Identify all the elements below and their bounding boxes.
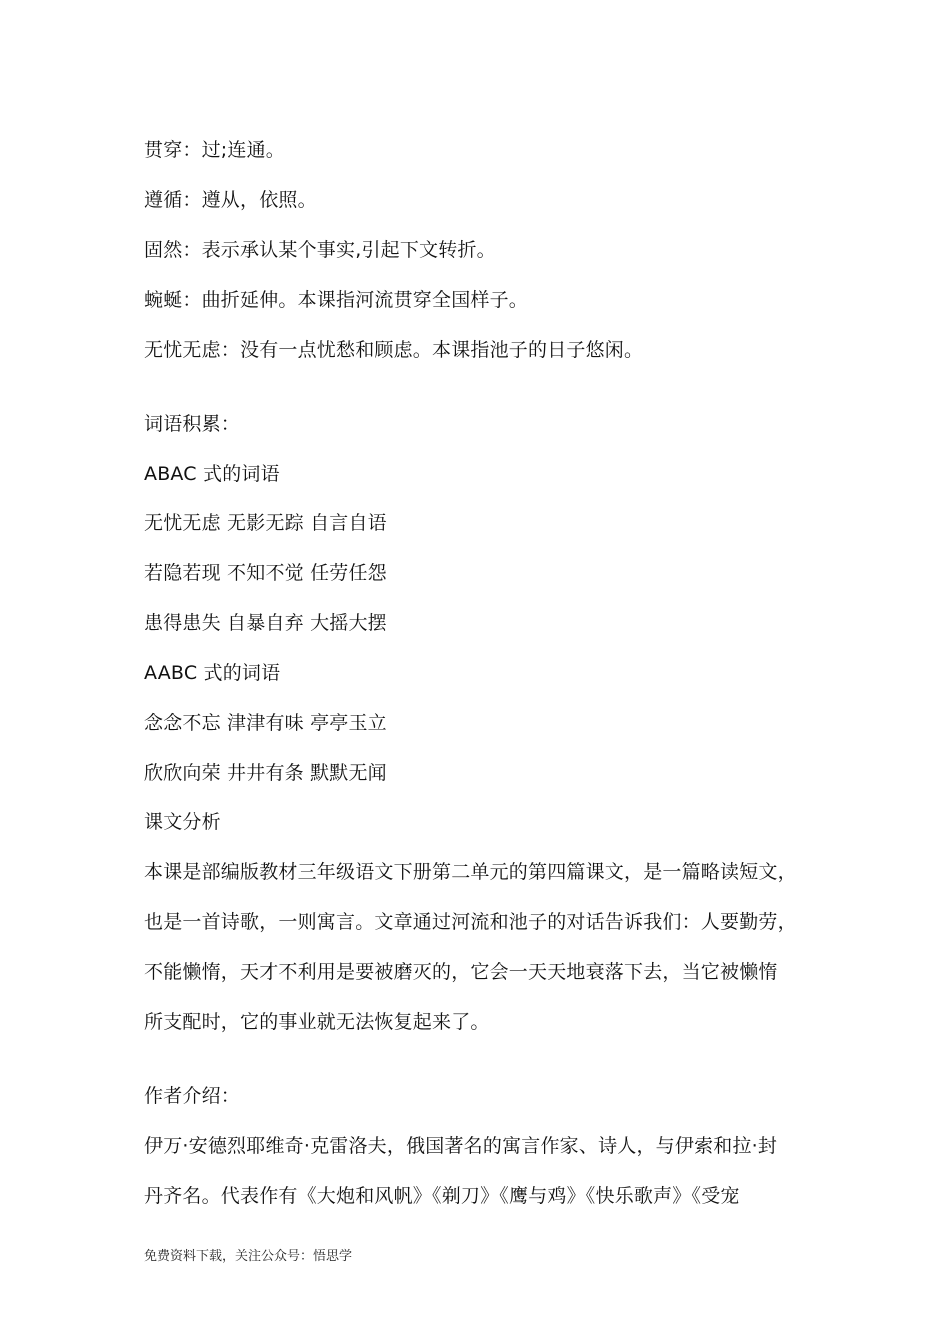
definition-line: 固然：表示承认某个事实,引起下文转折。 bbox=[144, 239, 496, 261]
footer-note: 免费资料下载，关注公众号：悟思学 bbox=[144, 1249, 353, 1264]
vocab-row: 若隐若现 不知不觉 任劳任怨 bbox=[144, 562, 387, 584]
analysis-line: 也是一首诗歌，一则寓言。文章通过河流和池子的对话告诉我们：人要勤劳， bbox=[144, 911, 797, 933]
analysis-line: 不能懒惰，天才不利用是要被磨灭的，它会一天天地衰落下去，当它被懒惰 bbox=[144, 961, 778, 983]
vocab-row: 无忧无虑 无影无踪 自言自语 bbox=[144, 512, 387, 534]
vocab-heading: 词语积累： bbox=[144, 413, 241, 435]
vocab-row: 欣欣向荣 井井有条 默默无闻 bbox=[144, 762, 387, 784]
author-line: 伊万·安德烈耶维奇·克雷洛夫，俄国著名的寓言作家、诗人，与伊索和拉·封 bbox=[144, 1135, 778, 1157]
vocab-row: 念念不忘 津津有味 亭亭玉立 bbox=[144, 712, 387, 734]
definition-line: 无忧无虑：没有一点忧愁和顾虑。本课指池子的日子悠闲。 bbox=[144, 339, 644, 361]
abac-heading: ABAC 式的词语 bbox=[144, 463, 280, 485]
definition-line: 蜿蜒：曲折延伸。本课指河流贯穿全国样子。 bbox=[144, 289, 529, 311]
analysis-line: 所支配时，它的事业就无法恢复起来了。 bbox=[144, 1011, 490, 1033]
vocab-row: 患得患失 自暴自弃 大摇大摆 bbox=[144, 612, 387, 634]
author-line: 丹齐名。代表作有《大炮和风帆》《剃刀》《鹰与鸡》《快乐歌声》《受宠 bbox=[144, 1185, 740, 1207]
analysis-line: 本课是部编版教材三年级语文下册第二单元的第四篇课文，是一篇略读短文， bbox=[144, 861, 797, 883]
definition-line: 遵循：遵从，依照。 bbox=[144, 189, 317, 211]
author-heading: 作者介绍： bbox=[144, 1085, 241, 1107]
definition-line: 贯穿：过;连通。 bbox=[144, 139, 286, 161]
aabc-heading: AABC 式的词语 bbox=[144, 662, 281, 684]
analysis-heading: 课文分析 bbox=[144, 811, 221, 833]
